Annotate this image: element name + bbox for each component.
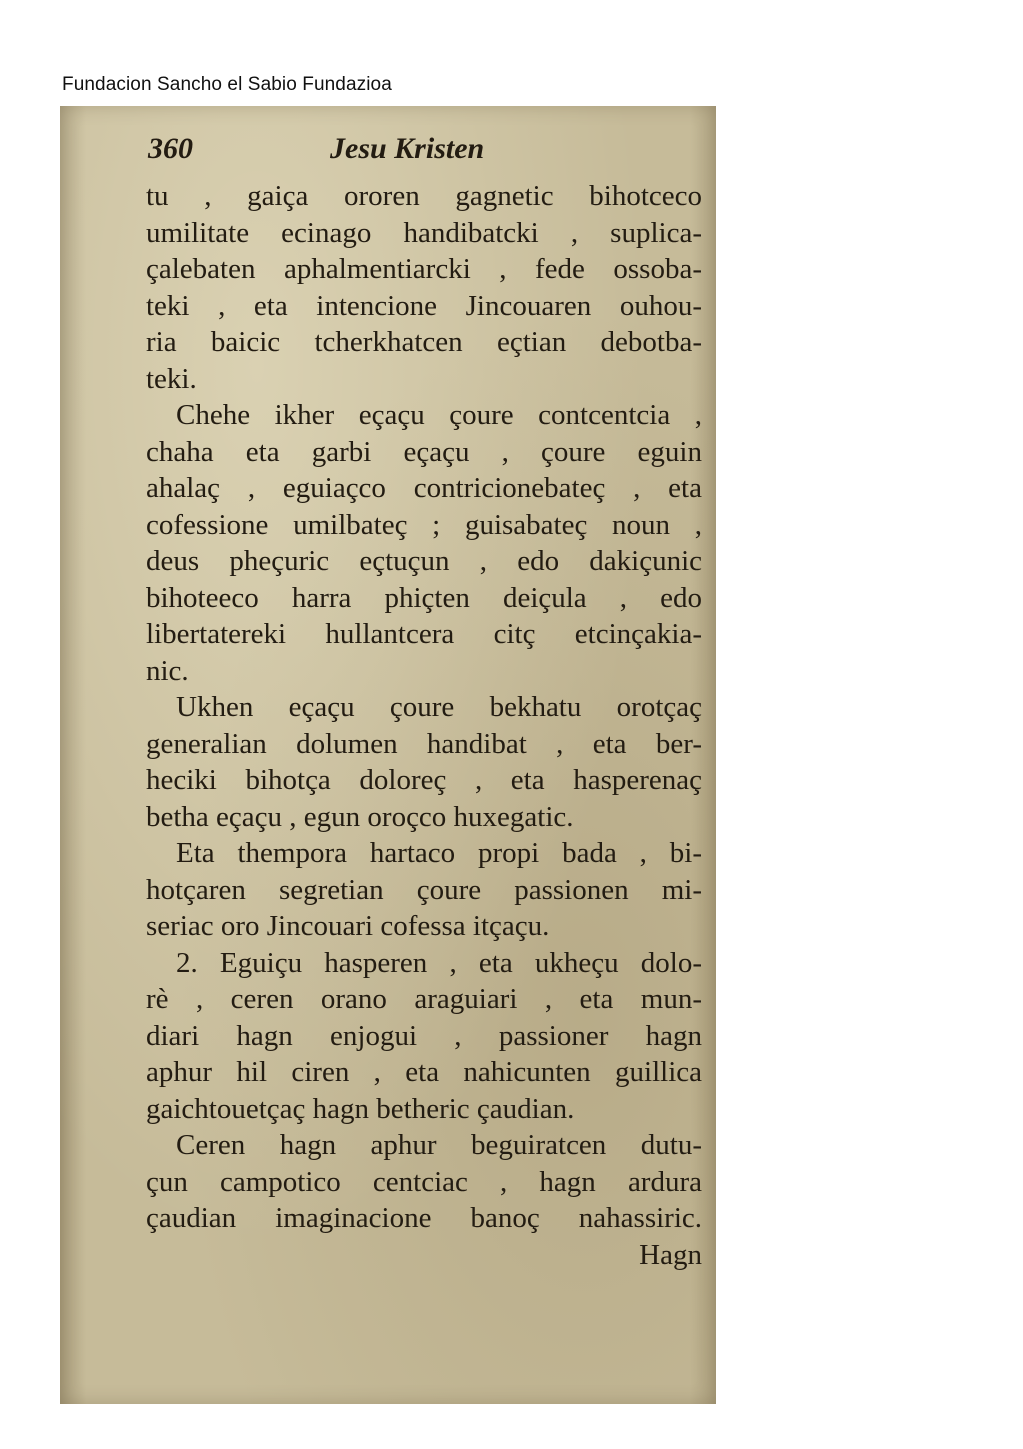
text-line: çaudian imaginacione banoç nahassiric. bbox=[146, 1202, 702, 1234]
text-line: Eta thempora hartaco propi bada , bi- bbox=[176, 837, 702, 869]
text-line: aphur hil ciren , eta nahicunten guillica bbox=[146, 1056, 702, 1088]
text-line: diari hagn enjogui , passioner hagn bbox=[146, 1019, 702, 1052]
text-line: rè , ceren orano araguiari , eta mun- bbox=[146, 983, 702, 1015]
text-line: tu , gaiça ororen gagnetic bihotceco bbox=[146, 180, 702, 212]
catchword: Hagn bbox=[639, 1238, 702, 1271]
text-line: Ceren hagn aphur beguiratcen dutu- bbox=[176, 1129, 702, 1161]
text-line: 2. Eguiçu hasperen , eta ukheçu dolo- bbox=[176, 946, 702, 979]
text-line: Chehe ikher eçaçu çoure contcentcia , bbox=[176, 399, 702, 431]
text-line: ahalaç , eguiaçco contricionebateç , eta bbox=[146, 472, 702, 504]
text-line: cofessione umilbateç ; guisabateç noun , bbox=[146, 508, 702, 541]
text-line: teki , eta intencione Jincouaren ouhou- bbox=[146, 289, 702, 322]
text-line: ria baicic tcherkhatcen eçtian debotba- bbox=[146, 326, 702, 358]
text-line: çun campotico centciac , hagn ardura bbox=[146, 1165, 702, 1198]
page-number: 360 bbox=[148, 132, 193, 165]
text-line: Ukhen eçaçu çoure bekhatu orotçaç bbox=[176, 691, 702, 723]
text-line: heciki bihotça doloreç , eta hasperenaç bbox=[146, 764, 702, 796]
running-head bbox=[146, 132, 702, 178]
text-line: umilitate ecinago handibatcki , suplica- bbox=[146, 216, 702, 249]
text-line: deus pheçuric eçtuçun , edo dakiçunic bbox=[146, 545, 702, 577]
page-text-block bbox=[146, 132, 702, 1273]
text-line: çalebaten aphalmentiarcki , fede ossoba- bbox=[146, 253, 702, 285]
archive-header: Fundacion Sancho el Sabio Fundazioa bbox=[62, 74, 392, 95]
text-line: gaichtouetçaç hagn betheric çaudian. bbox=[146, 1092, 575, 1125]
text-line: seriac oro Jincouari cofessa itçaçu. bbox=[146, 910, 550, 942]
text-line: chaha eta garbi eçaçu , çoure eguin bbox=[146, 435, 702, 468]
text-line: teki. bbox=[146, 362, 197, 395]
text-line: betha eçaçu , egun oroçco huxegatic. bbox=[146, 800, 574, 833]
text-line: nic. bbox=[146, 654, 189, 687]
text-line: generalian dolumen handibat , eta ber- bbox=[146, 727, 702, 760]
text-line: libertatereki hullantcera citç etcinçakia- bbox=[146, 618, 702, 650]
running-title: Jesu Kristen bbox=[330, 132, 485, 165]
text-line: hotçaren segretian çoure passionen mi- bbox=[146, 873, 702, 906]
text-line: bihoteeco harra phiçten deiçula , edo bbox=[146, 581, 702, 614]
scanned-book-page bbox=[60, 106, 716, 1404]
text-lines bbox=[146, 178, 702, 1237]
